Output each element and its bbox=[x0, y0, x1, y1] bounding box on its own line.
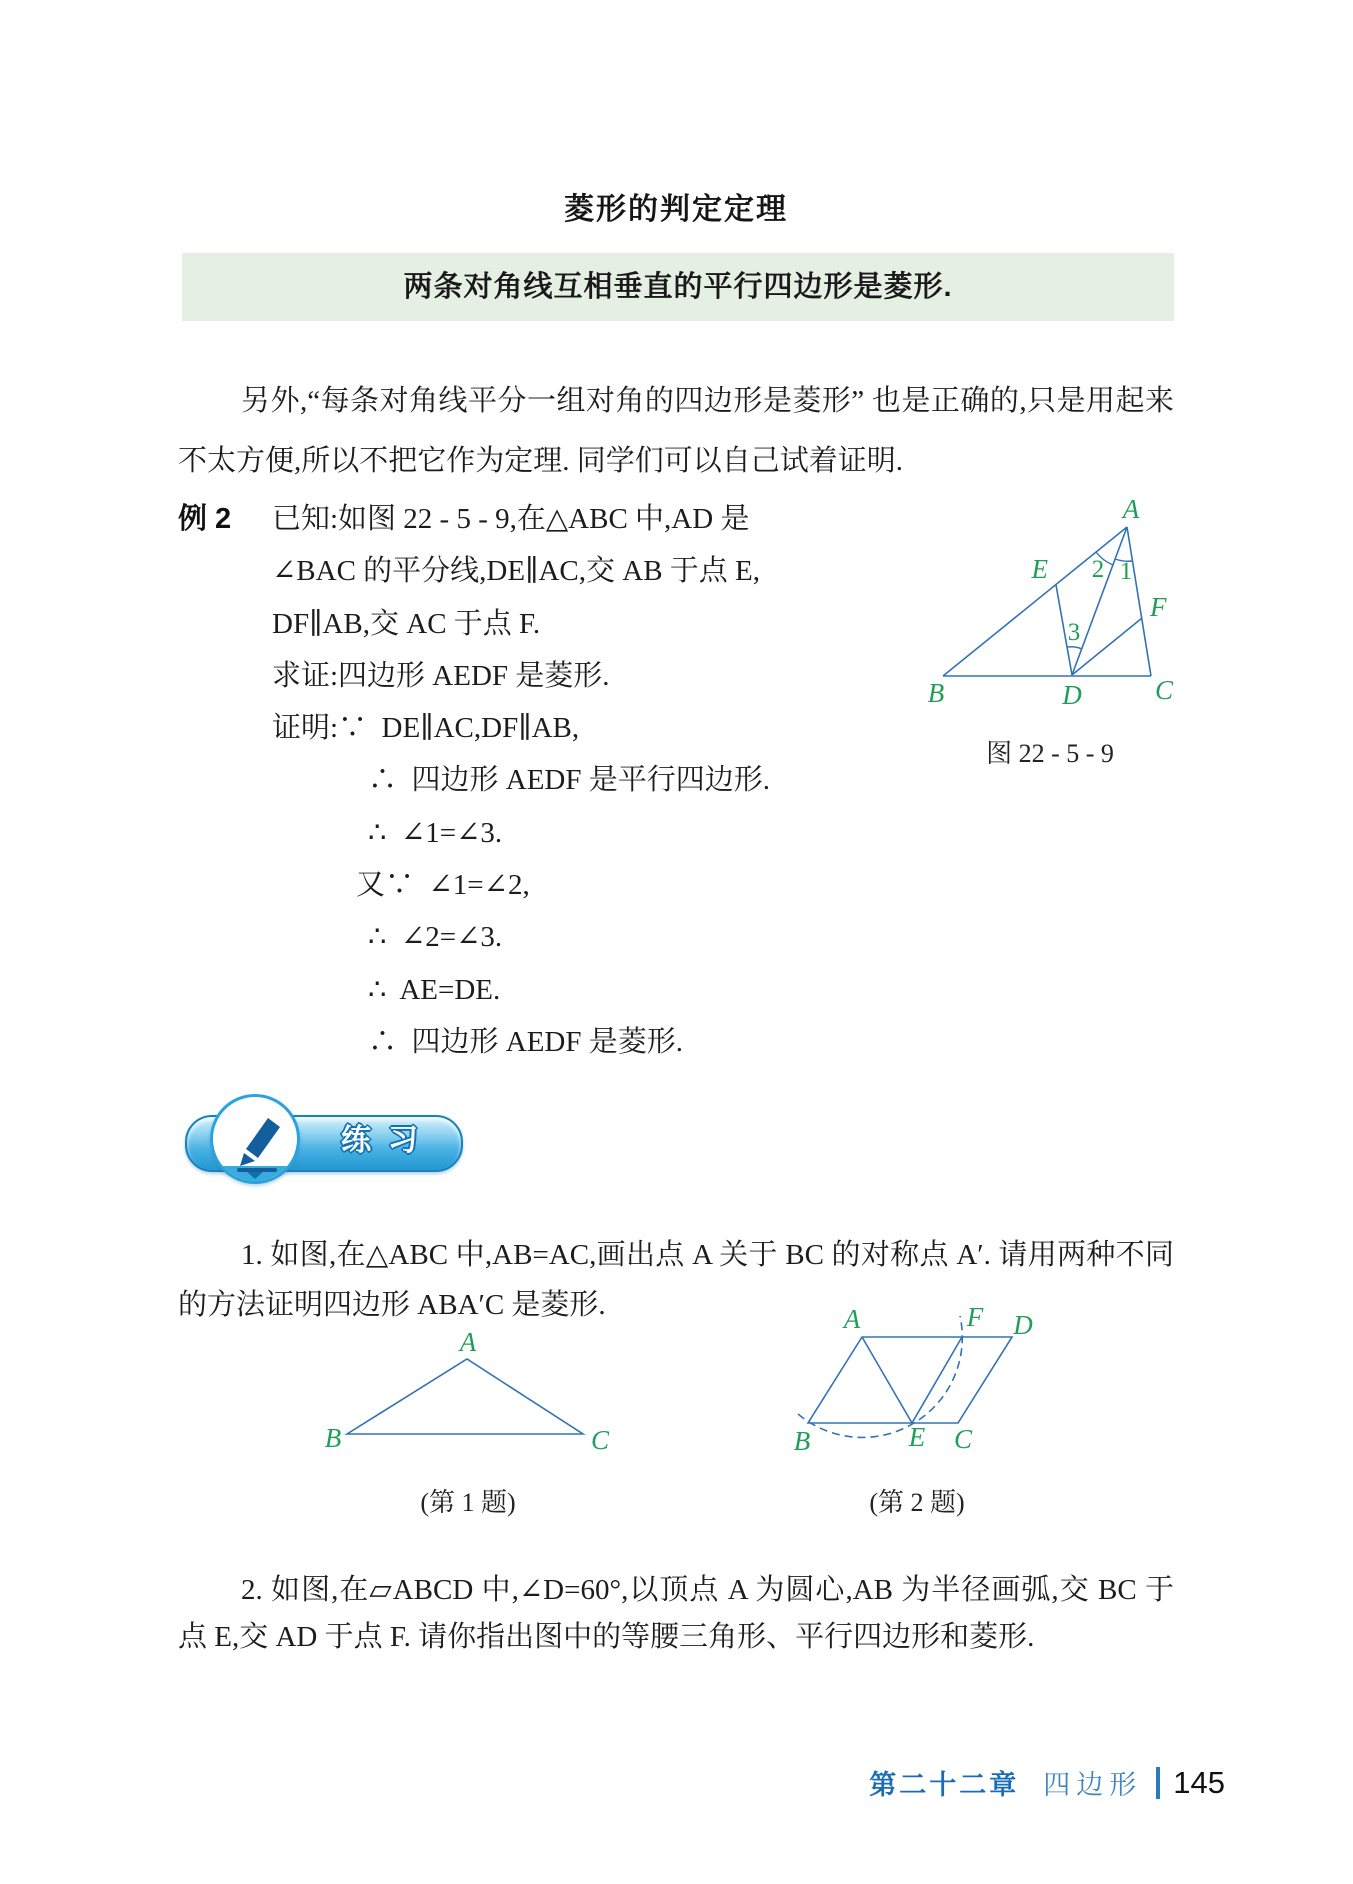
label-C: C bbox=[953, 1424, 973, 1454]
figure-22-5-9 bbox=[900, 480, 1200, 715]
example-proof bbox=[272, 493, 932, 1068]
proof-line: ∴ ∠1=∠3. bbox=[368, 816, 503, 849]
label-A: A bbox=[1122, 494, 1140, 524]
figure-22-5-9-caption: 图 22 - 5 - 9 bbox=[986, 739, 1114, 768]
exercise-2-figure-caption: (第 2 题) bbox=[869, 1488, 965, 1517]
angle-1-number: 1 bbox=[1119, 558, 1133, 585]
angle-3-number: 3 bbox=[1067, 619, 1081, 646]
exercise-2-text: 2. 如图,在▱ABCD 中,∠D=60°,以顶点 A 为圆心,AB 为半径画弧,交 BC 于点 E,交 AD 于点 F. 请你指出图中的等腰三角形、平行四边形和菱形. bbox=[178, 1574, 1174, 1653]
example-label: 例 2 bbox=[178, 503, 232, 535]
segment-AE bbox=[862, 1337, 912, 1423]
label-A: A bbox=[459, 1327, 477, 1357]
label-B: B bbox=[927, 678, 945, 708]
intro-paragraph: 另外,“每条对角线平分一组对角的四边形是菱形” 也是正确的,只是用起来不太方便,所以不把它作为定理. 同学们可以自己试着证明. bbox=[178, 385, 1174, 477]
proof-line: 求证:四边形 AEDF 是菱形. bbox=[272, 659, 610, 692]
arc-radius-AB bbox=[798, 1316, 962, 1437]
proof-line: ∴ 四边形 AEDF 是平行四边形. bbox=[368, 764, 770, 797]
page-title: 菱形的判定定理 bbox=[564, 193, 788, 226]
label-D: D bbox=[1062, 680, 1082, 710]
segment-EF bbox=[912, 1337, 962, 1423]
parallelogram-ABCD bbox=[808, 1337, 1012, 1423]
proof-line: ∠BAC 的平分线,DE∥AC,交 AB 于点 E, bbox=[272, 555, 761, 588]
label-B: B bbox=[324, 1423, 342, 1453]
label-C: C bbox=[590, 1425, 610, 1455]
practice-badge-circle bbox=[210, 1094, 300, 1184]
label-E: E bbox=[1031, 554, 1048, 584]
angle-3-arc bbox=[1067, 647, 1082, 649]
footer-divider bbox=[1156, 1767, 1160, 1799]
triangle-side-AC bbox=[1127, 527, 1151, 676]
label-E: E bbox=[908, 1422, 926, 1452]
pencil-icon bbox=[213, 1097, 297, 1181]
exercise-1-figure bbox=[300, 1325, 640, 1460]
practice-badge-label: 练 习 bbox=[341, 1124, 418, 1157]
proof-line: DF∥AB,交 AC 于点 F. bbox=[272, 607, 541, 640]
page-footer bbox=[869, 1763, 1225, 1802]
footer-section: 四边形 bbox=[1043, 1770, 1143, 1800]
footer-page-number: 145 bbox=[1173, 1764, 1225, 1800]
proof-line: 已知:如图 22 - 5 - 9,在△ABC 中,AD 是 bbox=[272, 503, 750, 535]
exercise-1-figure-caption: (第 1 题) bbox=[420, 1488, 516, 1517]
proof-line: ∴ AE=DE. bbox=[368, 973, 501, 1006]
theorem-box bbox=[182, 253, 1174, 321]
label-C: C bbox=[1154, 675, 1174, 705]
proof-line: ∴ 四边形 AEDF 是菱形. bbox=[368, 1025, 683, 1058]
proof-line: ∴ ∠2=∠3. bbox=[368, 921, 503, 954]
exercise-1-text: 1. 如图,在△ABC 中,AB=AC,画出点 A 关于 BC 的对称点 A′. 请用两种不同的方法证明四边形 ABA′C 是菱形. bbox=[178, 1239, 1174, 1321]
exercise-2-figure bbox=[760, 1300, 1070, 1475]
angle-2-number: 2 bbox=[1091, 556, 1105, 583]
footer-chapter: 第二十二章 bbox=[869, 1770, 1020, 1800]
triangle-ABC bbox=[347, 1359, 583, 1434]
proof-line: 又∵ ∠1=∠2, bbox=[356, 869, 530, 902]
theorem-text: 两条对角线互相垂直的平行四边形是菱形. bbox=[403, 271, 953, 303]
proof-line: 证明:∵ DE∥AC,DF∥AB, bbox=[272, 712, 580, 745]
label-A: A bbox=[843, 1304, 861, 1334]
label-F: F bbox=[1150, 592, 1167, 622]
label-F: F bbox=[966, 1302, 984, 1332]
label-B: B bbox=[793, 1426, 811, 1456]
label-D: D bbox=[1013, 1310, 1033, 1340]
